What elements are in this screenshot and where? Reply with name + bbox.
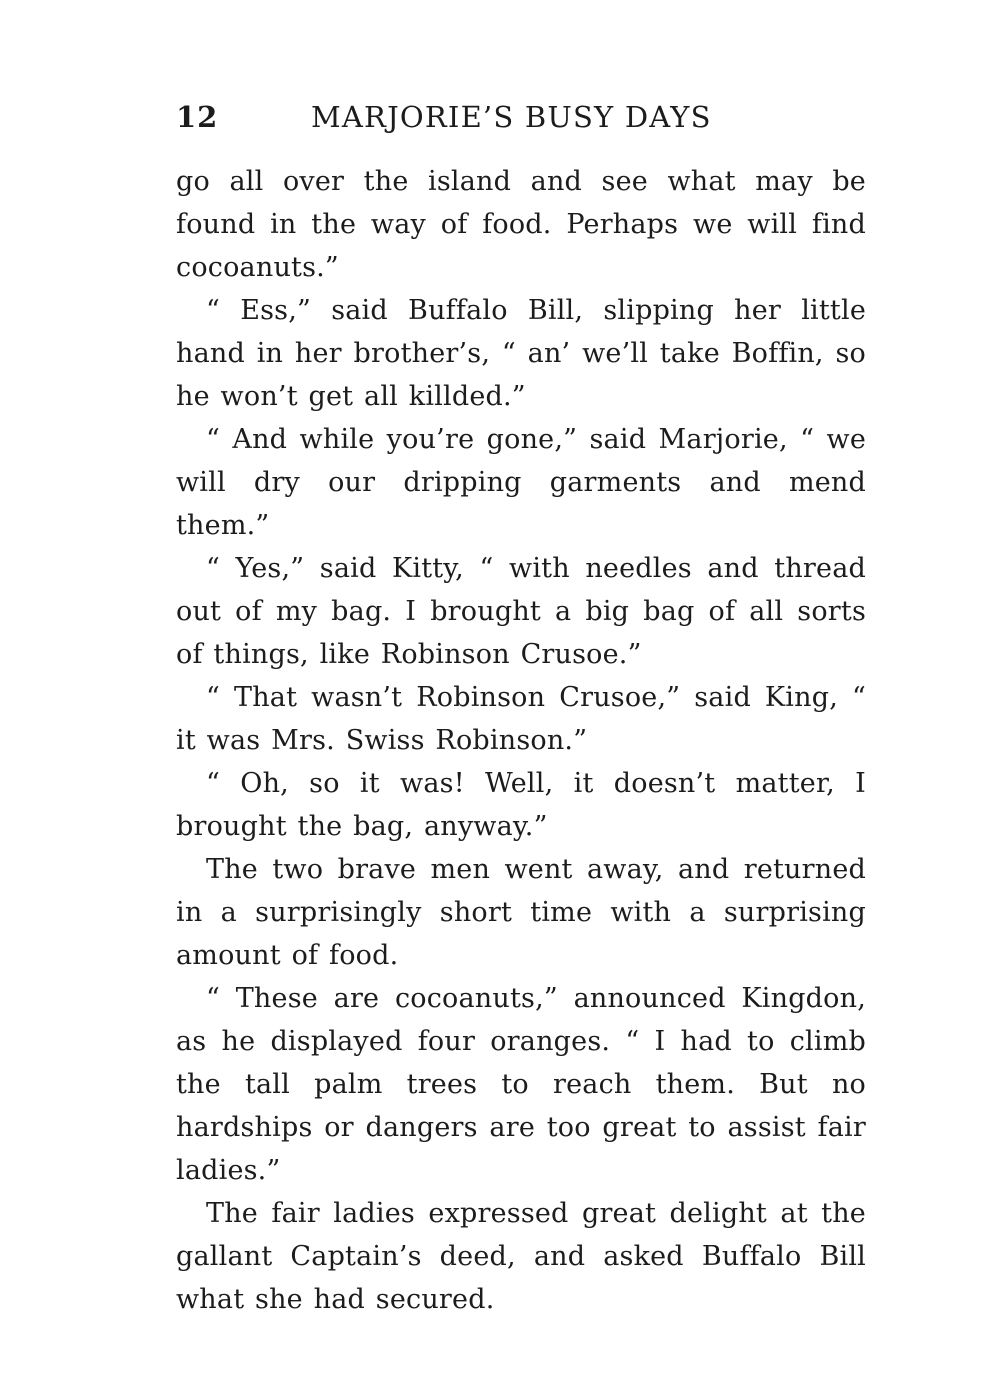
paragraph: “ Yes,” said Kitty, “ with needles and thread out of my bag. I brought a big bag of all sorts of things, like Robinson Crusoe.” (176, 553, 866, 670)
paragraph: go all over the island and see what may be found in the way of food. Perhaps we will find cocoanuts.” (176, 166, 866, 283)
paragraph: The fair ladies expressed great delight at the gallant Captain’s deed, and asked Buffalo Bill what she had secured. (176, 1198, 866, 1315)
paragraph: “ And while you’re gone,” said Marjorie, “ we will dry our dripping garments and mend them.” (176, 424, 866, 541)
running-title: MARJORIE’S BUSY DAYS (311, 100, 712, 134)
paragraph: “ That wasn’t Robinson Crusoe,” said King, “ it was Mrs. Swiss Robinson.” (176, 682, 866, 756)
paragraph: “ Ess,” said Buffalo Bill, slipping her little hand in her brother’s, “ an’ we’ll take Boffin, so he won’t get all killded.” (176, 295, 866, 412)
paragraph: “ Oh, so it was! Well, it doesn’t matter, I brought the bag, anyway.” (176, 768, 866, 842)
paragraph: The two brave men went away, and returned in a surprisingly short time with a surprising amount of food. (176, 854, 866, 971)
paragraph: “ These are cocoanuts,” announced Kingdon, as he displayed four oranges. “ I had to climb the tall palm trees to reach them. But no hardships or dangers are too great to assist fair ladies.” (176, 983, 866, 1186)
book-page (176, 100, 866, 1321)
page-header (176, 100, 866, 140)
body-text (176, 160, 866, 1321)
page-number: 12 (176, 100, 219, 134)
